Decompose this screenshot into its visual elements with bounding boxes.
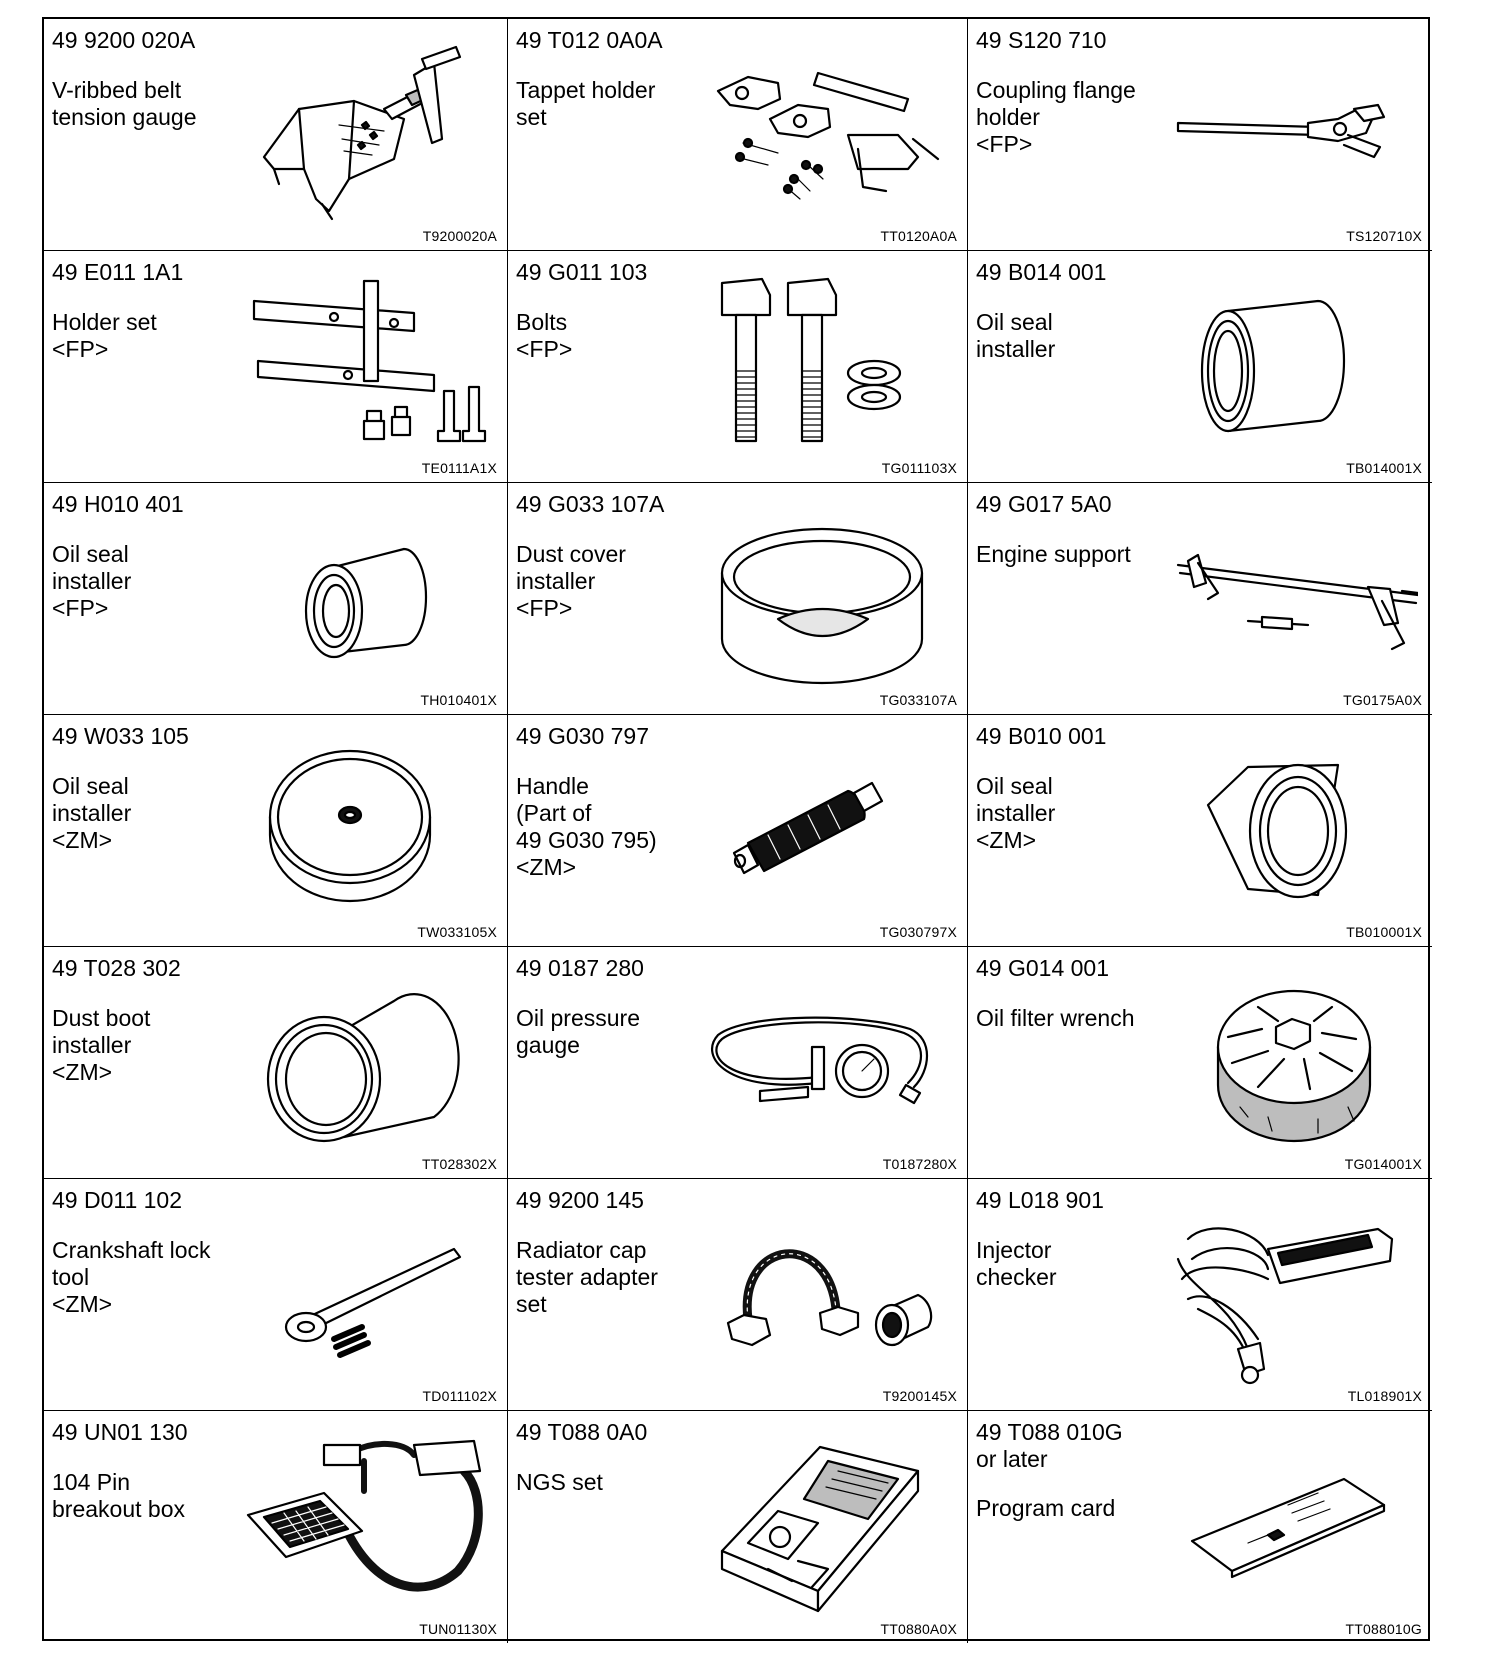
program-card-icon xyxy=(1168,1431,1418,1623)
part-number: 49 E011 1A1 xyxy=(52,259,184,285)
tool-cell xyxy=(968,483,1432,715)
tool-cell xyxy=(44,483,508,715)
tool-cell xyxy=(968,251,1432,483)
tool-cell xyxy=(508,483,968,715)
image-code: T9200020A xyxy=(422,228,497,244)
tool-description: Holder set <FP> xyxy=(52,309,157,362)
part-number: 49 T088 010G or later xyxy=(976,1419,1123,1472)
image-code: T9200145X xyxy=(882,1388,957,1404)
tappet-holder-set-icon xyxy=(708,39,958,231)
tool-description: 104 Pin breakout box xyxy=(52,1469,185,1522)
image-code: TT088010G xyxy=(1345,1621,1422,1637)
tool-description: Coupling flange holder <FP> xyxy=(976,77,1136,157)
part-number: 49 T012 0A0A xyxy=(516,27,663,53)
part-number: 49 B014 001 xyxy=(976,259,1107,285)
engine-support-icon xyxy=(1168,503,1418,695)
tool-description: Oil seal installer xyxy=(976,309,1056,362)
image-code: TE0111A1X xyxy=(421,460,497,476)
image-code: TG033107A xyxy=(879,692,957,708)
part-number: 49 L018 901 xyxy=(976,1187,1104,1213)
part-number: 49 0187 280 xyxy=(516,955,644,981)
injector-checker-icon xyxy=(1168,1199,1418,1391)
tool-cell xyxy=(508,947,968,1179)
image-code: TD011102X xyxy=(422,1388,497,1404)
tool-description: Oil pressure gauge xyxy=(516,1005,640,1058)
tool-description: Injector checker xyxy=(976,1237,1057,1290)
handle-icon xyxy=(708,735,958,927)
image-code: TT0120A0A xyxy=(880,228,957,244)
part-number: 49 S120 710 xyxy=(976,27,1107,53)
tool-cell xyxy=(508,19,968,251)
oil-filter-wrench-icon xyxy=(1168,967,1418,1159)
tool-description: Oil seal installer <ZM> xyxy=(52,773,132,853)
image-code: TH010401X xyxy=(420,692,497,708)
belt-tension-gauge-icon xyxy=(244,39,494,231)
oil-seal-installer-disc-icon xyxy=(244,735,494,927)
part-number: 49 9200 145 xyxy=(516,1187,644,1213)
part-number: 49 G017 5A0 xyxy=(976,491,1112,517)
image-code: TUN01130X xyxy=(419,1621,497,1637)
tool-description: NGS set xyxy=(516,1469,603,1495)
special-tools-table xyxy=(42,17,1430,1641)
part-number: 49 G030 797 xyxy=(516,723,650,749)
image-code: TG011103X xyxy=(881,460,957,476)
part-number: 49 T028 302 xyxy=(52,955,181,981)
ngs-set-icon xyxy=(708,1431,958,1623)
tool-cell xyxy=(508,1179,968,1411)
tool-cell xyxy=(508,251,968,483)
oil-pressure-gauge-icon xyxy=(708,967,958,1159)
tool-description: Dust boot installer <ZM> xyxy=(52,1005,151,1085)
image-code: TW033105X xyxy=(417,924,497,940)
part-number: 49 B010 001 xyxy=(976,723,1107,749)
tool-cell xyxy=(44,1179,508,1411)
image-code: TB014001X xyxy=(1346,460,1422,476)
holder-set-icon xyxy=(244,271,494,463)
tool-cell xyxy=(968,715,1432,947)
image-code: TB010001X xyxy=(1346,924,1422,940)
tool-cell xyxy=(968,947,1432,1179)
tool-description: Crankshaft lock tool <ZM> xyxy=(52,1237,211,1317)
tool-description: Dust cover installer <FP> xyxy=(516,541,626,621)
tool-cell xyxy=(44,19,508,251)
part-number: 49 T088 0A0 xyxy=(516,1419,648,1445)
dust-boot-installer-icon xyxy=(244,967,494,1159)
tool-cell xyxy=(508,715,968,947)
image-code: TL018901X xyxy=(1347,1388,1422,1404)
tool-description: Handle (Part of 49 G030 795) <ZM> xyxy=(516,773,657,880)
part-number: 49 9200 020A xyxy=(52,27,196,53)
part-number: 49 W033 105 xyxy=(52,723,189,749)
part-number: 49 D011 102 xyxy=(52,1187,183,1213)
tool-cell xyxy=(968,1179,1432,1411)
part-number: 49 UN01 130 xyxy=(52,1419,188,1445)
tool-cell xyxy=(44,251,508,483)
breakout-box-icon xyxy=(244,1431,494,1623)
tool-description: Oil filter wrench xyxy=(976,1005,1135,1031)
tool-description: Tappet holder set xyxy=(516,77,656,130)
image-code: TG014001X xyxy=(1344,1156,1422,1172)
crankshaft-lock-tool-icon xyxy=(244,1199,494,1391)
tool-cell xyxy=(44,1411,508,1643)
tool-description: Engine support xyxy=(976,541,1131,567)
tool-cell xyxy=(968,1411,1432,1643)
dust-cover-installer-icon xyxy=(708,503,958,695)
part-number: 49 G011 103 xyxy=(516,259,648,285)
tool-cell xyxy=(44,947,508,1179)
image-code: TS120710X xyxy=(1346,228,1422,244)
image-code: TT028302X xyxy=(422,1156,497,1172)
tool-cell xyxy=(508,1411,968,1643)
oil-seal-installer-flanged-icon xyxy=(244,503,494,695)
tool-cell xyxy=(968,19,1432,251)
oil-seal-installer-icon xyxy=(1168,271,1418,463)
bolts-icon xyxy=(708,271,958,463)
image-code: T0187280X xyxy=(882,1156,957,1172)
tool-cell xyxy=(44,715,508,947)
tool-description: Bolts <FP> xyxy=(516,309,573,362)
image-code: TT0880A0X xyxy=(880,1621,957,1637)
part-number: 49 G014 001 xyxy=(976,955,1110,981)
tool-description: Oil seal installer <FP> xyxy=(52,541,132,621)
oil-seal-installer-cylinder-icon xyxy=(1168,735,1418,927)
coupling-flange-holder-icon xyxy=(1168,39,1418,231)
tool-description: Oil seal installer <ZM> xyxy=(976,773,1056,853)
radiator-cap-adapter-icon xyxy=(708,1199,958,1391)
tool-description: Radiator cap tester adapter set xyxy=(516,1237,658,1317)
tool-description: Program card xyxy=(976,1495,1116,1521)
image-code: TG0175A0X xyxy=(1343,692,1422,708)
part-number: 49 H010 401 xyxy=(52,491,184,517)
tool-description: V-ribbed belt tension gauge xyxy=(52,77,197,130)
image-code: TG030797X xyxy=(879,924,957,940)
part-number: 49 G033 107A xyxy=(516,491,665,517)
